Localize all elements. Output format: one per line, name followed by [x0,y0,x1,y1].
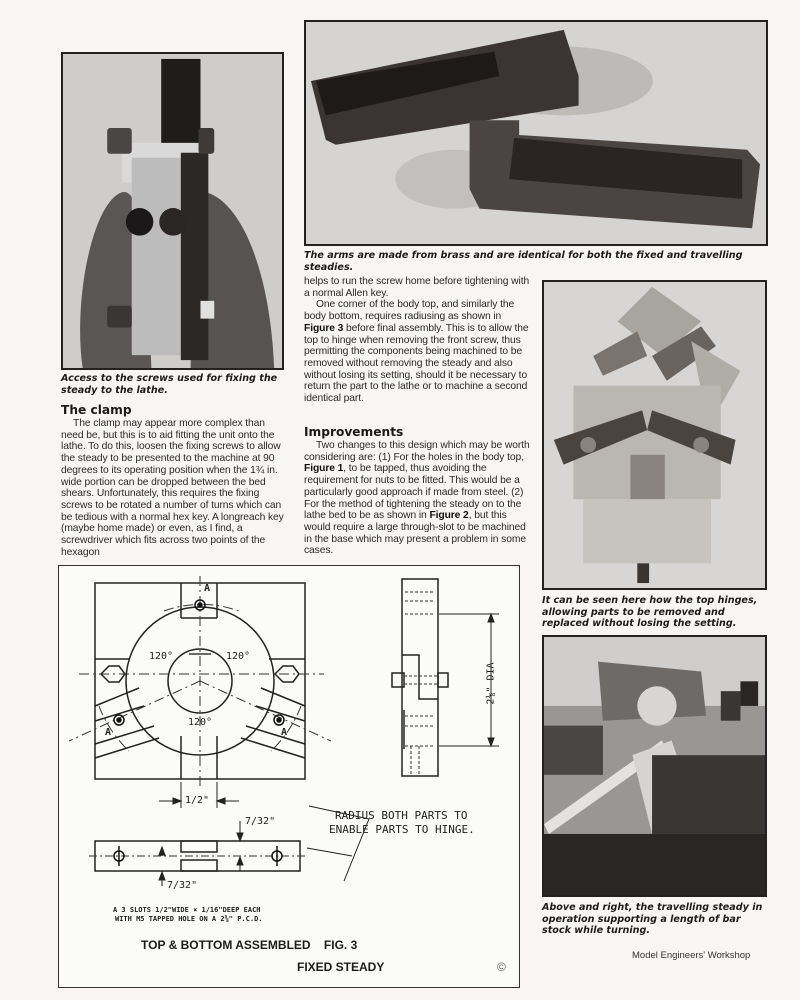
text-run: before final assembly. This is to allow the top to hinge when removing the front screw, thus permitting the components being machined to be removed without removing the steady and also without losing its setting, should it be necessary to return the part to the lathe or to machine a second identical part. [304,322,529,405]
angle-label-bottom: 120° [188,717,213,728]
publication-footer: Model Engineers' Workshop [632,950,751,961]
slots-note-line2: WITH M5 TAPPED HOLE ON A 2⅝" P.C.D. [115,915,263,923]
text-run: , to be tapped, thus avoiding the requirement for nuts to be fitted. This would be a particularly good approach if made from steel. (2) For the method of tightening the steady on to the lathe bed to be as shown in [304,463,524,522]
copyright-mark: © [497,960,506,974]
caption-screws: Access to the screws used for fixing the steady to the lathe. [61,373,278,396]
heading-improvements: Improvements [304,425,404,439]
radius-note-line1: RADIUS BOTH PARTS TO [335,809,468,822]
half-inch-dimension-label: 1/2" [185,795,210,806]
photo-travelling [542,635,767,897]
figure-title: TOP & BOTTOM ASSEMBLED FIG. 3 [141,938,358,952]
angle-label-right: 120° [226,651,251,662]
angle-label-left: 120° [149,651,174,662]
slot-marker-top: A [204,583,211,594]
caption-travelling: Above and right, the travelling steady in operation supporting a length of bar stock while turning. [542,902,763,936]
dimension-7-32-top: 7/32" [245,816,276,827]
slot-marker-right: A [281,727,288,738]
heading-the-clamp: The clamp [61,403,132,417]
col2-paragraph-2 [304,299,530,404]
dimension-7-32-bottom: 7/32" [167,880,198,891]
text-run: One corner of the body top, and similarly the body bottom, requires radiusing as shown in [304,299,515,323]
text-run: , but this would require a large through-slot to be machined in the base which may present a problem in some cases. [304,510,526,557]
photo-arms [304,20,768,246]
photo-screws [61,52,284,370]
improvements-paragraph [304,440,530,557]
technical-drawing-fig3 [58,565,520,988]
figure-2-ref: Figure 2 [429,510,469,522]
radius-note-line2: ENABLE PARTS TO HINGE. [329,823,475,836]
caption-hinge: It can be seen here how the top hinges, allowing parts to be removed and replaced without losing the setting. [542,595,758,629]
caption-arms: The arms are made from brass and are identical for both the fixed and travelling steadies. [304,250,743,273]
article-improvements-text [304,440,530,557]
photo-hinge [542,280,767,590]
article-col2-text [304,276,530,405]
dia-dimension-label: 2⅛" DIA [485,662,497,705]
clamp-paragraph: The clamp may appear more complex than need be, but this is to aid fitting the unit onto the lathe. To do this, loosen the fixing screws to allow the steady to be presented to the machine at 90 degrees to its operating position when the 1¾ in. wide portion can be dropped between the bed shears. Unfortunately, this requires the fixing screws to be rotated a number of turns which can be tedious with a normal hex key. A longreach key (maybe home made) or even, as I find, a screwdriver which fits across two points of the hexagon [61,418,284,558]
drawing-title: FIXED STEADY [297,960,385,974]
figure-1-ref: Figure 1 [304,463,344,475]
slots-note-line1: A 3 SLOTS 1/2"WIDE × 1/16"DEEP EACH [113,906,261,914]
figure-3-ref: Figure 3 [304,322,344,334]
col2-paragraph-1: helps to run the screw home before tightening with a normal Allen key. [304,276,530,299]
text-run: Two changes to this design which may be worth considering are: (1) For the holes in the body top, [304,440,530,463]
drawing-linework [59,566,521,989]
article-clamp-text [61,418,287,558]
slot-marker-left: A [105,727,112,738]
